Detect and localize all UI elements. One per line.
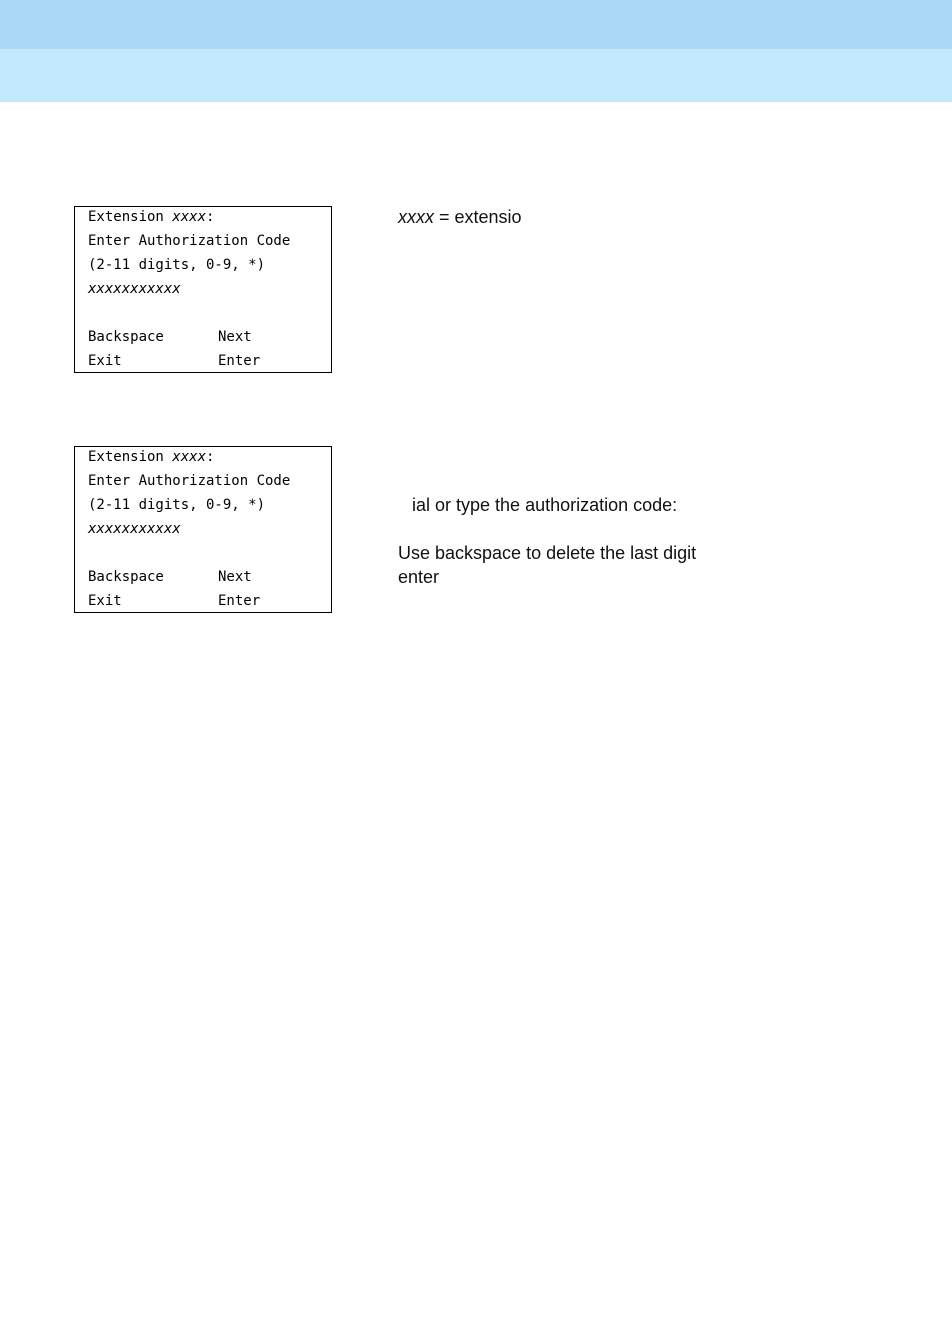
softkey-exit[interactable]: Exit [88,593,122,609]
code-entry-field[interactable]: xxxxxxxxxxx [88,281,181,297]
display-screen-2 [74,446,332,613]
extension-note [398,205,522,229]
extension-note-text: = extensio [434,207,522,227]
extension-note-var: xxxx [398,207,434,227]
softkey-backspace[interactable]: Backspace [88,329,164,345]
title-prefix: Extension [88,449,173,465]
prompt-text: Enter Authorization Code [88,233,291,249]
softkey-enter[interactable]: Enter [218,593,261,609]
code-entry-field[interactable]: xxxxxxxxxxx [88,521,181,537]
backspace-instruction: Use backspace to delete the last digit [398,543,697,563]
softkey-next[interactable]: Next [218,329,252,345]
header-band-bottom [0,49,952,102]
display-screen-1 [74,206,332,373]
screen-title [88,207,214,227]
title-suffix: : [206,209,215,225]
digit-range-text: (2-11 digits, 0-9, *) [88,257,266,273]
prompt-text: Enter Authorization Code [88,473,291,489]
enter-instruction: enter [398,567,440,587]
extension-var: xxxx [172,209,207,225]
digit-range-text: (2-11 digits, 0-9, *) [88,497,266,513]
title-suffix: : [206,449,215,465]
title-prefix: Extension [88,209,173,225]
softkey-next[interactable]: Next [218,569,252,585]
softkey-backspace[interactable]: Backspace [88,569,164,585]
dial-instruction: ial or type the authorization code: [412,495,678,515]
softkey-enter[interactable]: Enter [218,353,261,369]
screen-title [88,447,214,467]
extension-var: xxxx [172,449,207,465]
softkey-exit[interactable]: Exit [88,353,122,369]
header-band-top [0,0,952,49]
